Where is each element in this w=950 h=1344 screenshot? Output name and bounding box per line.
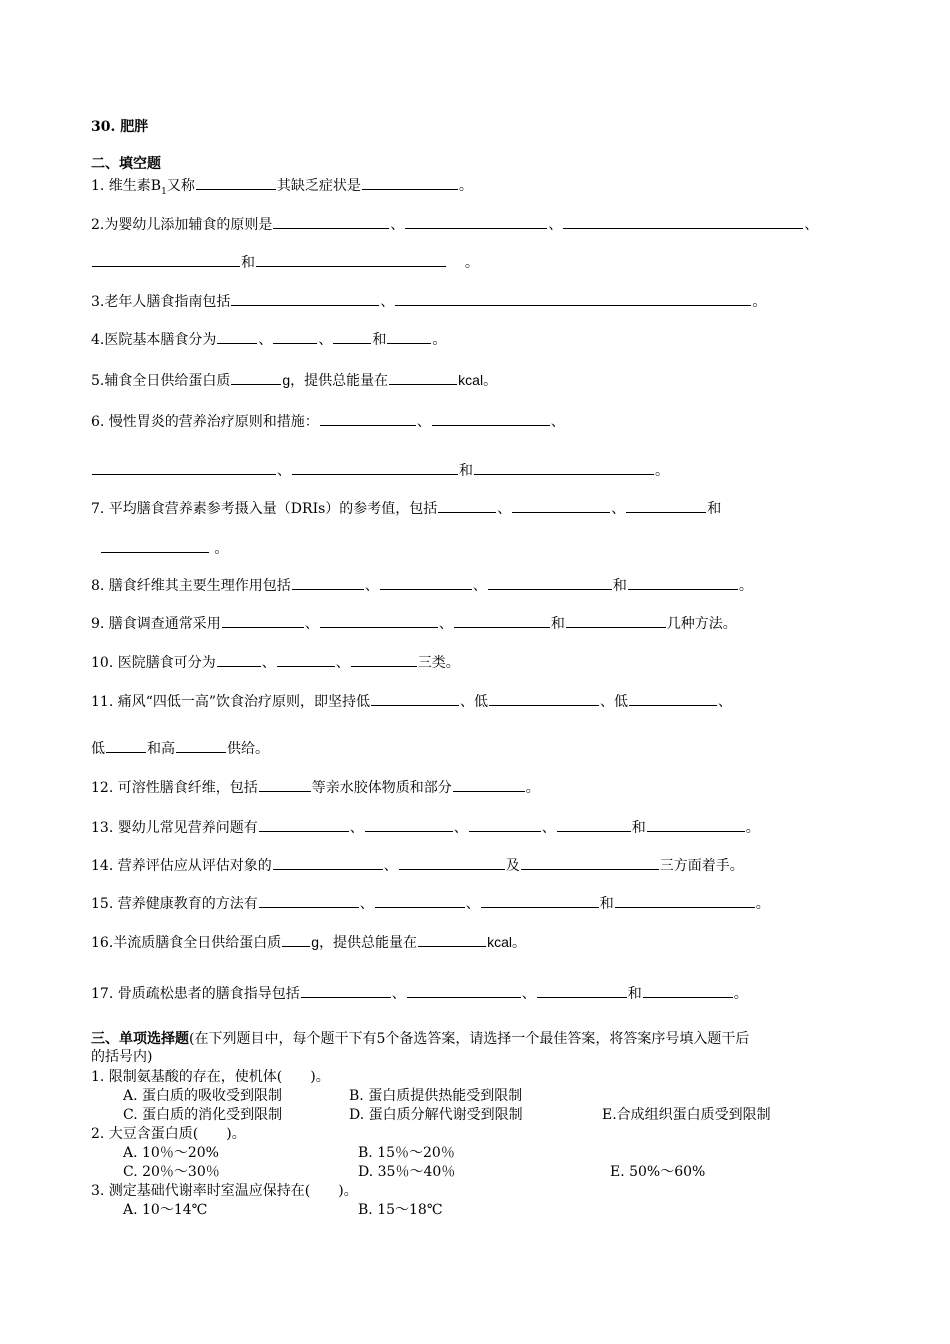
answer-blank[interactable]	[537, 983, 627, 998]
section-fill-in-title: 二、填空题	[91, 156, 161, 172]
answer-blank[interactable]	[277, 652, 335, 667]
answer-blank[interactable]	[292, 575, 364, 590]
mc1-option-d[interactable]: D. 蛋白质分解代谢受到限制	[349, 1107, 523, 1123]
answer-blank[interactable]	[259, 777, 311, 792]
question-7-cont: 。	[91, 538, 228, 558]
answer-blank[interactable]	[488, 575, 612, 590]
answer-blank[interactable]	[259, 893, 359, 908]
answer-blank[interactable]	[469, 817, 541, 832]
question-2-cont: 和 。	[91, 252, 479, 272]
answer-blank[interactable]	[380, 575, 472, 590]
mc1-option-e[interactable]: E.合成组织蛋白质受到限制	[602, 1107, 771, 1123]
mc2-option-a[interactable]: A. 10％～20%	[123, 1145, 219, 1161]
answer-blank[interactable]	[389, 370, 457, 385]
mc2-option-c[interactable]: C. 20％～30％	[123, 1164, 220, 1180]
section-choice-desc: 的括号内)	[91, 1049, 153, 1065]
mc2-option-e[interactable]: E. 50%～60%	[610, 1164, 706, 1180]
answer-blank[interactable]	[256, 252, 446, 267]
answer-blank[interactable]	[563, 214, 803, 229]
question-17: 17. 骨质疏松患者的膳食指导包括 、 、 和 。	[91, 983, 748, 1003]
answer-blank[interactable]	[489, 691, 599, 706]
answer-blank[interactable]	[615, 893, 755, 908]
question-7: 7. 平均膳食营养素参考摄入量（DRIs）的参考值，包括 、 、 和	[91, 498, 721, 518]
answer-blank[interactable]	[557, 817, 631, 832]
question-12: 12. 可溶性膳食纤维，包括 等亲水胶体物质和部分 。	[91, 777, 540, 797]
question-13: 13. 婴幼儿常见营养问题有 、 、 、 和 。	[91, 817, 760, 837]
answer-blank[interactable]	[453, 777, 525, 792]
mc2-option-d[interactable]: D. 35％～40％	[358, 1164, 456, 1180]
answer-blank[interactable]	[365, 817, 453, 832]
answer-blank[interactable]	[438, 498, 496, 513]
question-9: 9. 膳食调查通常采用 、 、 和 几种方法。	[91, 613, 737, 633]
answer-blank[interactable]	[521, 855, 659, 870]
answer-blank[interactable]	[231, 370, 281, 385]
answer-blank[interactable]	[628, 575, 738, 590]
answer-blank[interactable]	[282, 932, 310, 947]
answer-blank[interactable]	[362, 175, 458, 190]
answer-blank[interactable]	[418, 932, 486, 947]
answer-blank[interactable]	[273, 329, 317, 344]
question-10: 10. 医院膳食可分为 、 、 三类。	[91, 652, 460, 672]
answer-blank[interactable]	[626, 498, 706, 513]
answer-blank[interactable]	[454, 613, 550, 628]
answer-blank[interactable]	[566, 613, 666, 628]
answer-blank[interactable]	[432, 411, 550, 426]
mc1-option-a[interactable]: A. 蛋白质的吸收受到限制	[123, 1088, 283, 1104]
question-15: 15. 营养健康教育的方法有 、 、 和 。	[91, 893, 770, 913]
question-8: 8. 膳食纤维其主要生理作用包括 、 、 和 。	[91, 575, 753, 595]
question-14: 14. 营养评估应从评估对象的 、 及 三方面着手。	[91, 855, 744, 875]
answer-blank[interactable]	[387, 329, 431, 344]
answer-blank[interactable]	[273, 855, 383, 870]
question-1: 1. 维生素$B_1$又称 其缺乏症状是 。	[91, 175, 473, 201]
answer-blank[interactable]	[399, 855, 505, 870]
answer-blank[interactable]	[217, 652, 261, 667]
answer-blank[interactable]	[292, 460, 458, 475]
mc-question-1: 1. 限制氨基酸的存在，使机体( )。	[91, 1069, 330, 1085]
question-4: 4.医院基本膳食分为 、 、 和 。	[91, 329, 446, 349]
answer-blank[interactable]	[92, 252, 240, 267]
question-11-cont: 低 和高 供给。	[91, 738, 269, 758]
mc-question-3: 3. 测定基础代谢率时室温应保持在( )。	[91, 1183, 358, 1199]
mc3-option-a[interactable]: A. 10～14℃	[123, 1202, 208, 1218]
question-5: 5.辅食全日供给蛋白质 g，提供总能量在 kcal。	[91, 372, 498, 389]
answer-blank[interactable]	[333, 329, 371, 344]
answer-blank[interactable]	[647, 817, 745, 832]
answer-blank[interactable]	[643, 983, 733, 998]
mc3-option-b[interactable]: B. 15～18℃	[358, 1202, 443, 1218]
question-2: 2.为婴幼儿添加辅食的原则是 、 、 、	[91, 214, 818, 234]
question-16: 16.半流质膳食全日供给蛋白质 g，提供总能量在 kcal。	[91, 934, 526, 951]
answer-blank[interactable]	[106, 738, 146, 753]
item-30: 30. 肥胖	[91, 119, 149, 135]
answer-blank[interactable]	[375, 893, 465, 908]
answer-blank[interactable]	[196, 175, 276, 190]
answer-blank[interactable]	[407, 983, 521, 998]
question-6: 6. 慢性胃炎的营养治疗原则和措施： 、 、	[91, 411, 565, 431]
answer-blank[interactable]	[405, 214, 547, 229]
answer-blank[interactable]	[395, 291, 751, 306]
answer-blank[interactable]	[320, 411, 416, 426]
answer-blank[interactable]	[217, 329, 257, 344]
answer-blank[interactable]	[273, 214, 389, 229]
mc2-option-b[interactable]: B. 15％～20％	[358, 1145, 455, 1161]
answer-blank[interactable]	[512, 498, 610, 513]
answer-blank[interactable]	[231, 291, 379, 306]
answer-blank[interactable]	[101, 538, 209, 553]
answer-blank[interactable]	[176, 738, 226, 753]
question-3: 3.老年人膳食指南包括 、 。	[91, 291, 766, 311]
question-6-cont: 、 和 。	[91, 460, 669, 480]
question-11: 11. 痛风“四低一高”饮食治疗原则，即坚持低 、低 、低 、	[91, 691, 732, 711]
section-choice-title: 三、单项选择题	[91, 1031, 189, 1047]
answer-blank[interactable]	[481, 893, 599, 908]
answer-blank[interactable]	[222, 613, 304, 628]
answer-blank[interactable]	[351, 652, 417, 667]
answer-blank[interactable]	[629, 691, 717, 706]
answer-blank[interactable]	[92, 460, 276, 475]
answer-blank[interactable]	[474, 460, 654, 475]
answer-blank[interactable]	[301, 983, 391, 998]
mc1-option-c[interactable]: C. 蛋白质的消化受到限制	[123, 1107, 283, 1123]
answer-blank[interactable]	[320, 613, 438, 628]
mc-question-2: 2. 大豆含蛋白质( )。	[91, 1126, 246, 1142]
answer-blank[interactable]	[259, 817, 349, 832]
mc1-option-b[interactable]: B. 蛋白质提供热能受到限制	[349, 1088, 523, 1104]
section-choice-heading: 三、单项选择题(在下列题目中，每个题干下有5个备选答案，请选择一个最佳答案，将答案序号填入题干后	[91, 1031, 750, 1047]
answer-blank[interactable]	[371, 691, 459, 706]
